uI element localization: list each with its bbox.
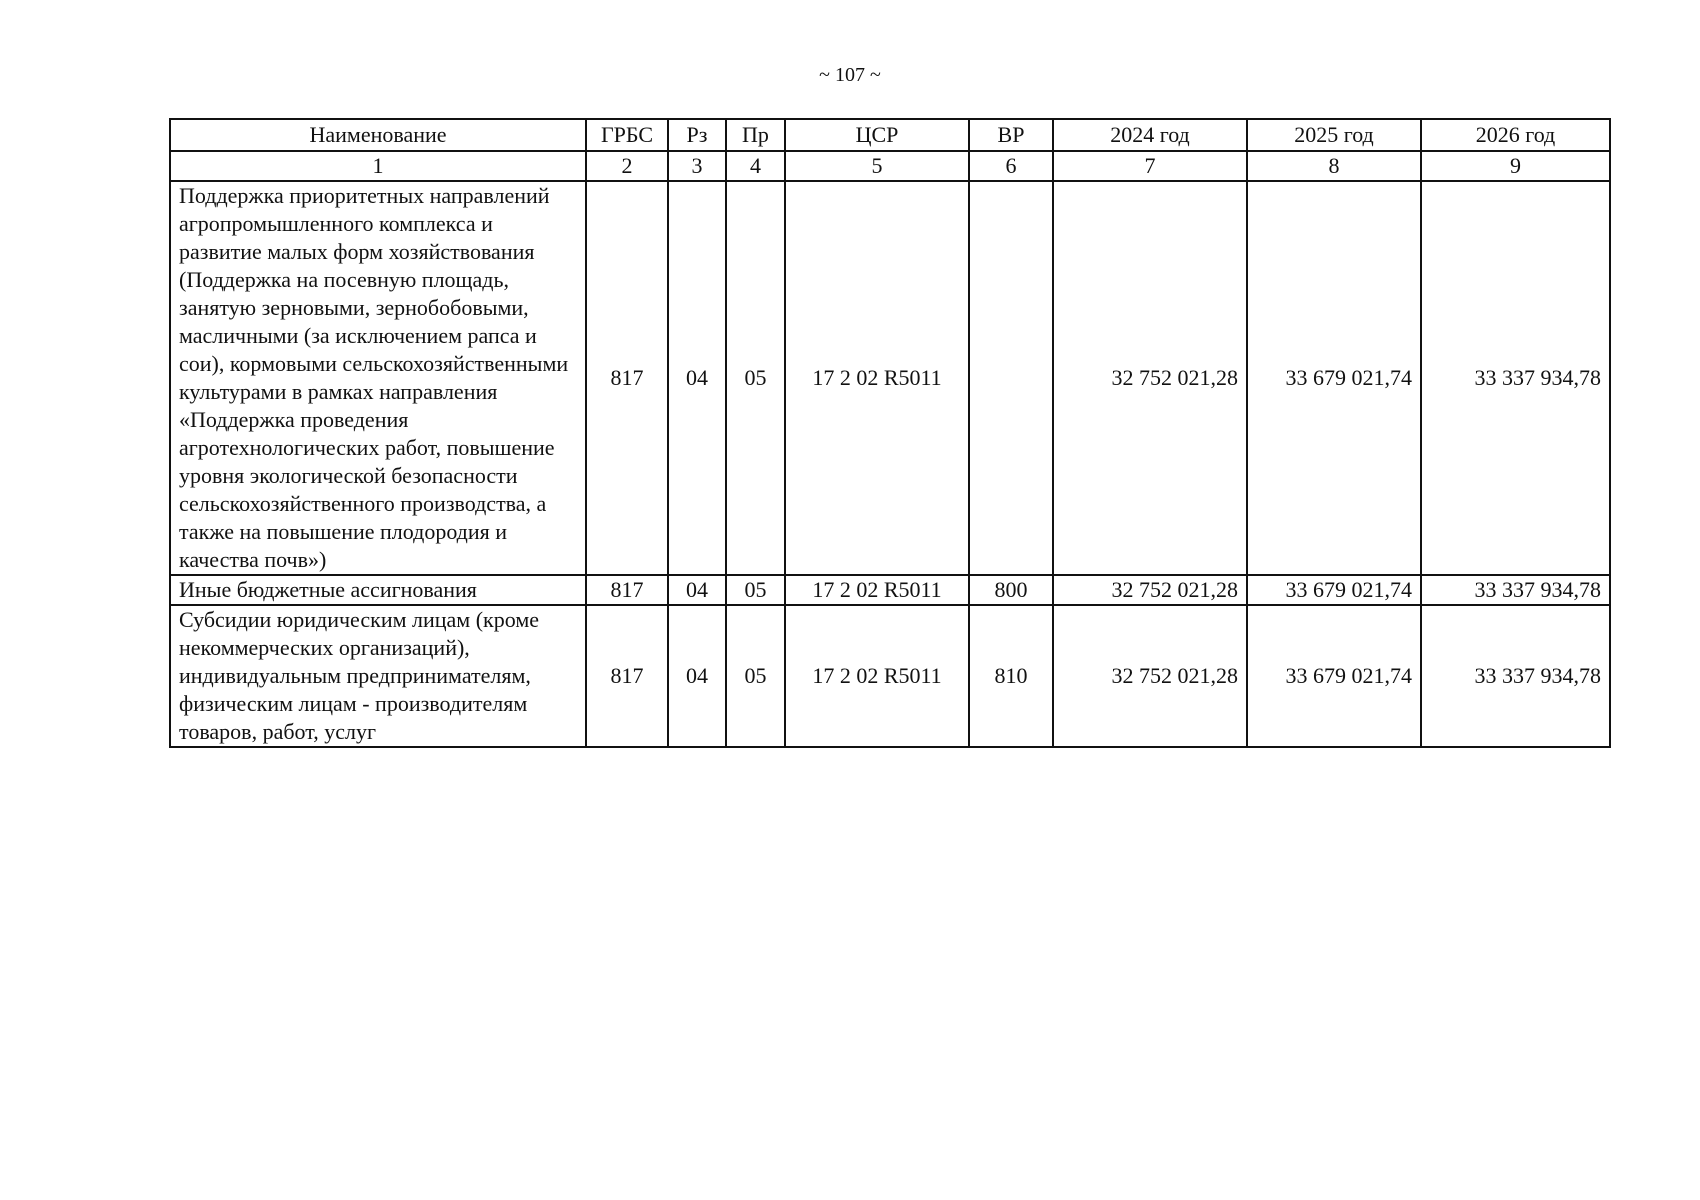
row-csr: 17 2 02 R5011 xyxy=(785,605,969,747)
header-row xyxy=(170,119,1610,151)
header-2026: 2026 год xyxy=(1421,119,1610,151)
row-vr: 800 xyxy=(969,575,1053,605)
row-name: Поддержка приоритетных направлений агропромышленного комплекса и развитие малых форм хозяйствования (Поддержка на посевную площадь, занятую зерновыми, зернобобовыми, масличными (за исключением рапса и сои), кормовыми сельскохозяйственными культурами в рамках направления «Поддержка проведения агротехнологических работ, повышение уровня экологической безопасности сельскохозяйственного производства, а также на повышение плодородия и качества почв») xyxy=(170,181,586,575)
row-rz: 04 xyxy=(668,605,726,747)
row-rz: 04 xyxy=(668,575,726,605)
row-rz: 04 xyxy=(668,181,726,575)
header-grbs: ГРБС xyxy=(586,119,668,151)
column-index: 6 xyxy=(969,151,1053,181)
table-row xyxy=(170,605,1610,747)
budget-table xyxy=(169,118,1611,748)
row-2024: 32 752 021,28 xyxy=(1053,605,1247,747)
column-index: 1 xyxy=(170,151,586,181)
row-grbs: 817 xyxy=(586,605,668,747)
header-pr: Пр xyxy=(726,119,785,151)
column-index: 3 xyxy=(668,151,726,181)
column-index: 7 xyxy=(1053,151,1247,181)
row-pr: 05 xyxy=(726,575,785,605)
header-rz: Рз xyxy=(668,119,726,151)
header-2024: 2024 год xyxy=(1053,119,1247,151)
row-2024: 32 752 021,28 xyxy=(1053,575,1247,605)
row-vr: 810 xyxy=(969,605,1053,747)
row-name: Субсидии юридическим лицам (кроме некоммерческих организаций), индивидуальным предпринимателям, физическим лицам - производителям товаров, работ, услуг xyxy=(170,605,586,747)
row-2025: 33 679 021,74 xyxy=(1247,181,1421,575)
table-row xyxy=(170,181,1610,575)
row-2025: 33 679 021,74 xyxy=(1247,605,1421,747)
row-2026: 33 337 934,78 xyxy=(1421,181,1610,575)
row-csr: 17 2 02 R5011 xyxy=(785,181,969,575)
column-index: 8 xyxy=(1247,151,1421,181)
column-index-row xyxy=(170,151,1610,181)
row-2024: 32 752 021,28 xyxy=(1053,181,1247,575)
header-2025: 2025 год xyxy=(1247,119,1421,151)
row-pr: 05 xyxy=(726,181,785,575)
header-vr: ВР xyxy=(969,119,1053,151)
row-csr: 17 2 02 R5011 xyxy=(785,575,969,605)
row-2026: 33 337 934,78 xyxy=(1421,605,1610,747)
header-csr: ЦСР xyxy=(785,119,969,151)
column-index: 9 xyxy=(1421,151,1610,181)
row-grbs: 817 xyxy=(586,181,668,575)
row-2026: 33 337 934,78 xyxy=(1421,575,1610,605)
page-number: ~ 107 ~ xyxy=(819,64,881,86)
column-index: 2 xyxy=(586,151,668,181)
row-name: Иные бюджетные ассигнования xyxy=(170,575,586,605)
header-name: Наименование xyxy=(170,119,586,151)
row-grbs: 817 xyxy=(586,575,668,605)
table-row xyxy=(170,575,1610,605)
row-pr: 05 xyxy=(726,605,785,747)
column-index: 5 xyxy=(785,151,969,181)
row-2025: 33 679 021,74 xyxy=(1247,575,1421,605)
row-vr xyxy=(969,181,1053,575)
column-index: 4 xyxy=(726,151,785,181)
